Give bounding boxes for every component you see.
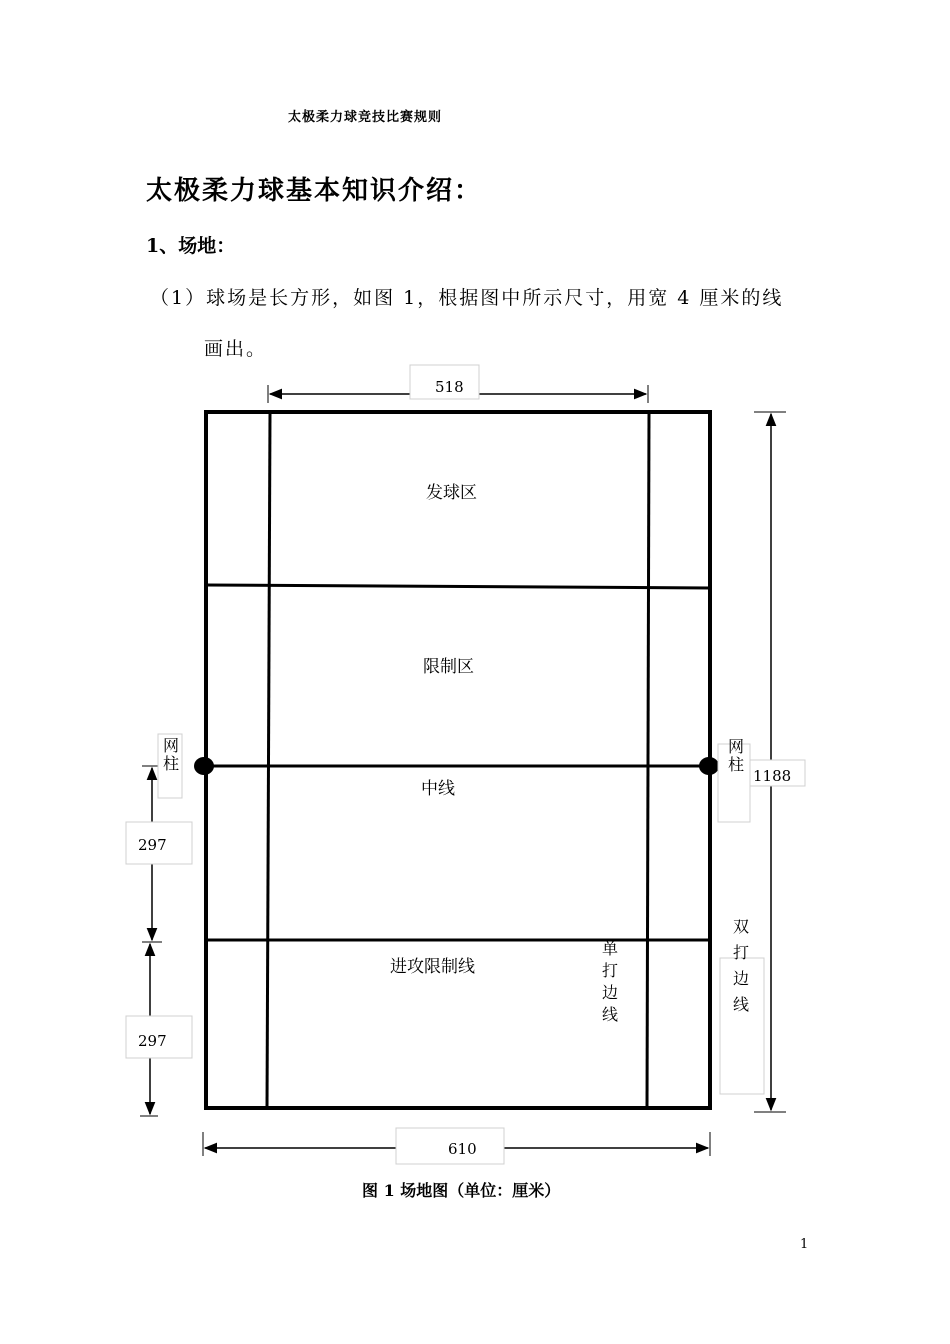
running-header: 太极柔力球竞技比赛规则	[288, 110, 443, 125]
label-net-post-left: 网柱	[160, 737, 180, 773]
service-line	[206, 585, 710, 588]
singles-sideline-right	[647, 412, 649, 1108]
label-center-line: 中线	[421, 779, 455, 799]
dim-label-297-upper: 297	[138, 836, 167, 854]
section-heading: 1、场地：	[146, 235, 236, 257]
page-title: 太极柔力球基本知识介绍：	[146, 176, 483, 206]
label-net-post-right: 网柱	[725, 738, 745, 774]
paragraph-line-2: 画出。	[204, 338, 268, 360]
dim-label-518: 518	[435, 378, 464, 396]
net-post-right-marker	[699, 757, 719, 775]
figure-caption: 图 1 场地图（单位：厘米）	[362, 1181, 561, 1200]
dim-label-1188: 1188	[753, 767, 792, 785]
net-post-left-marker	[194, 757, 214, 775]
label-restricted-zone: 限制区	[423, 657, 474, 677]
page-number: 1	[800, 1237, 809, 1252]
court-boundary	[206, 412, 710, 1108]
singles-sideline-left	[267, 412, 270, 1108]
paragraph-line-1: （1）球场是长方形，如图 1，根据图中所示尺寸，用宽 4 厘米的线	[150, 287, 784, 309]
label-singles-sideline: 单打边线	[599, 940, 619, 1028]
label-attack-line: 进攻限制线	[390, 957, 475, 977]
label-service-zone: 发球区	[426, 483, 477, 503]
dim-label-297-lower: 297	[138, 1032, 167, 1050]
label-doubles-sideline: 双打边线	[730, 918, 750, 1022]
dim-label-610: 610	[448, 1140, 477, 1158]
